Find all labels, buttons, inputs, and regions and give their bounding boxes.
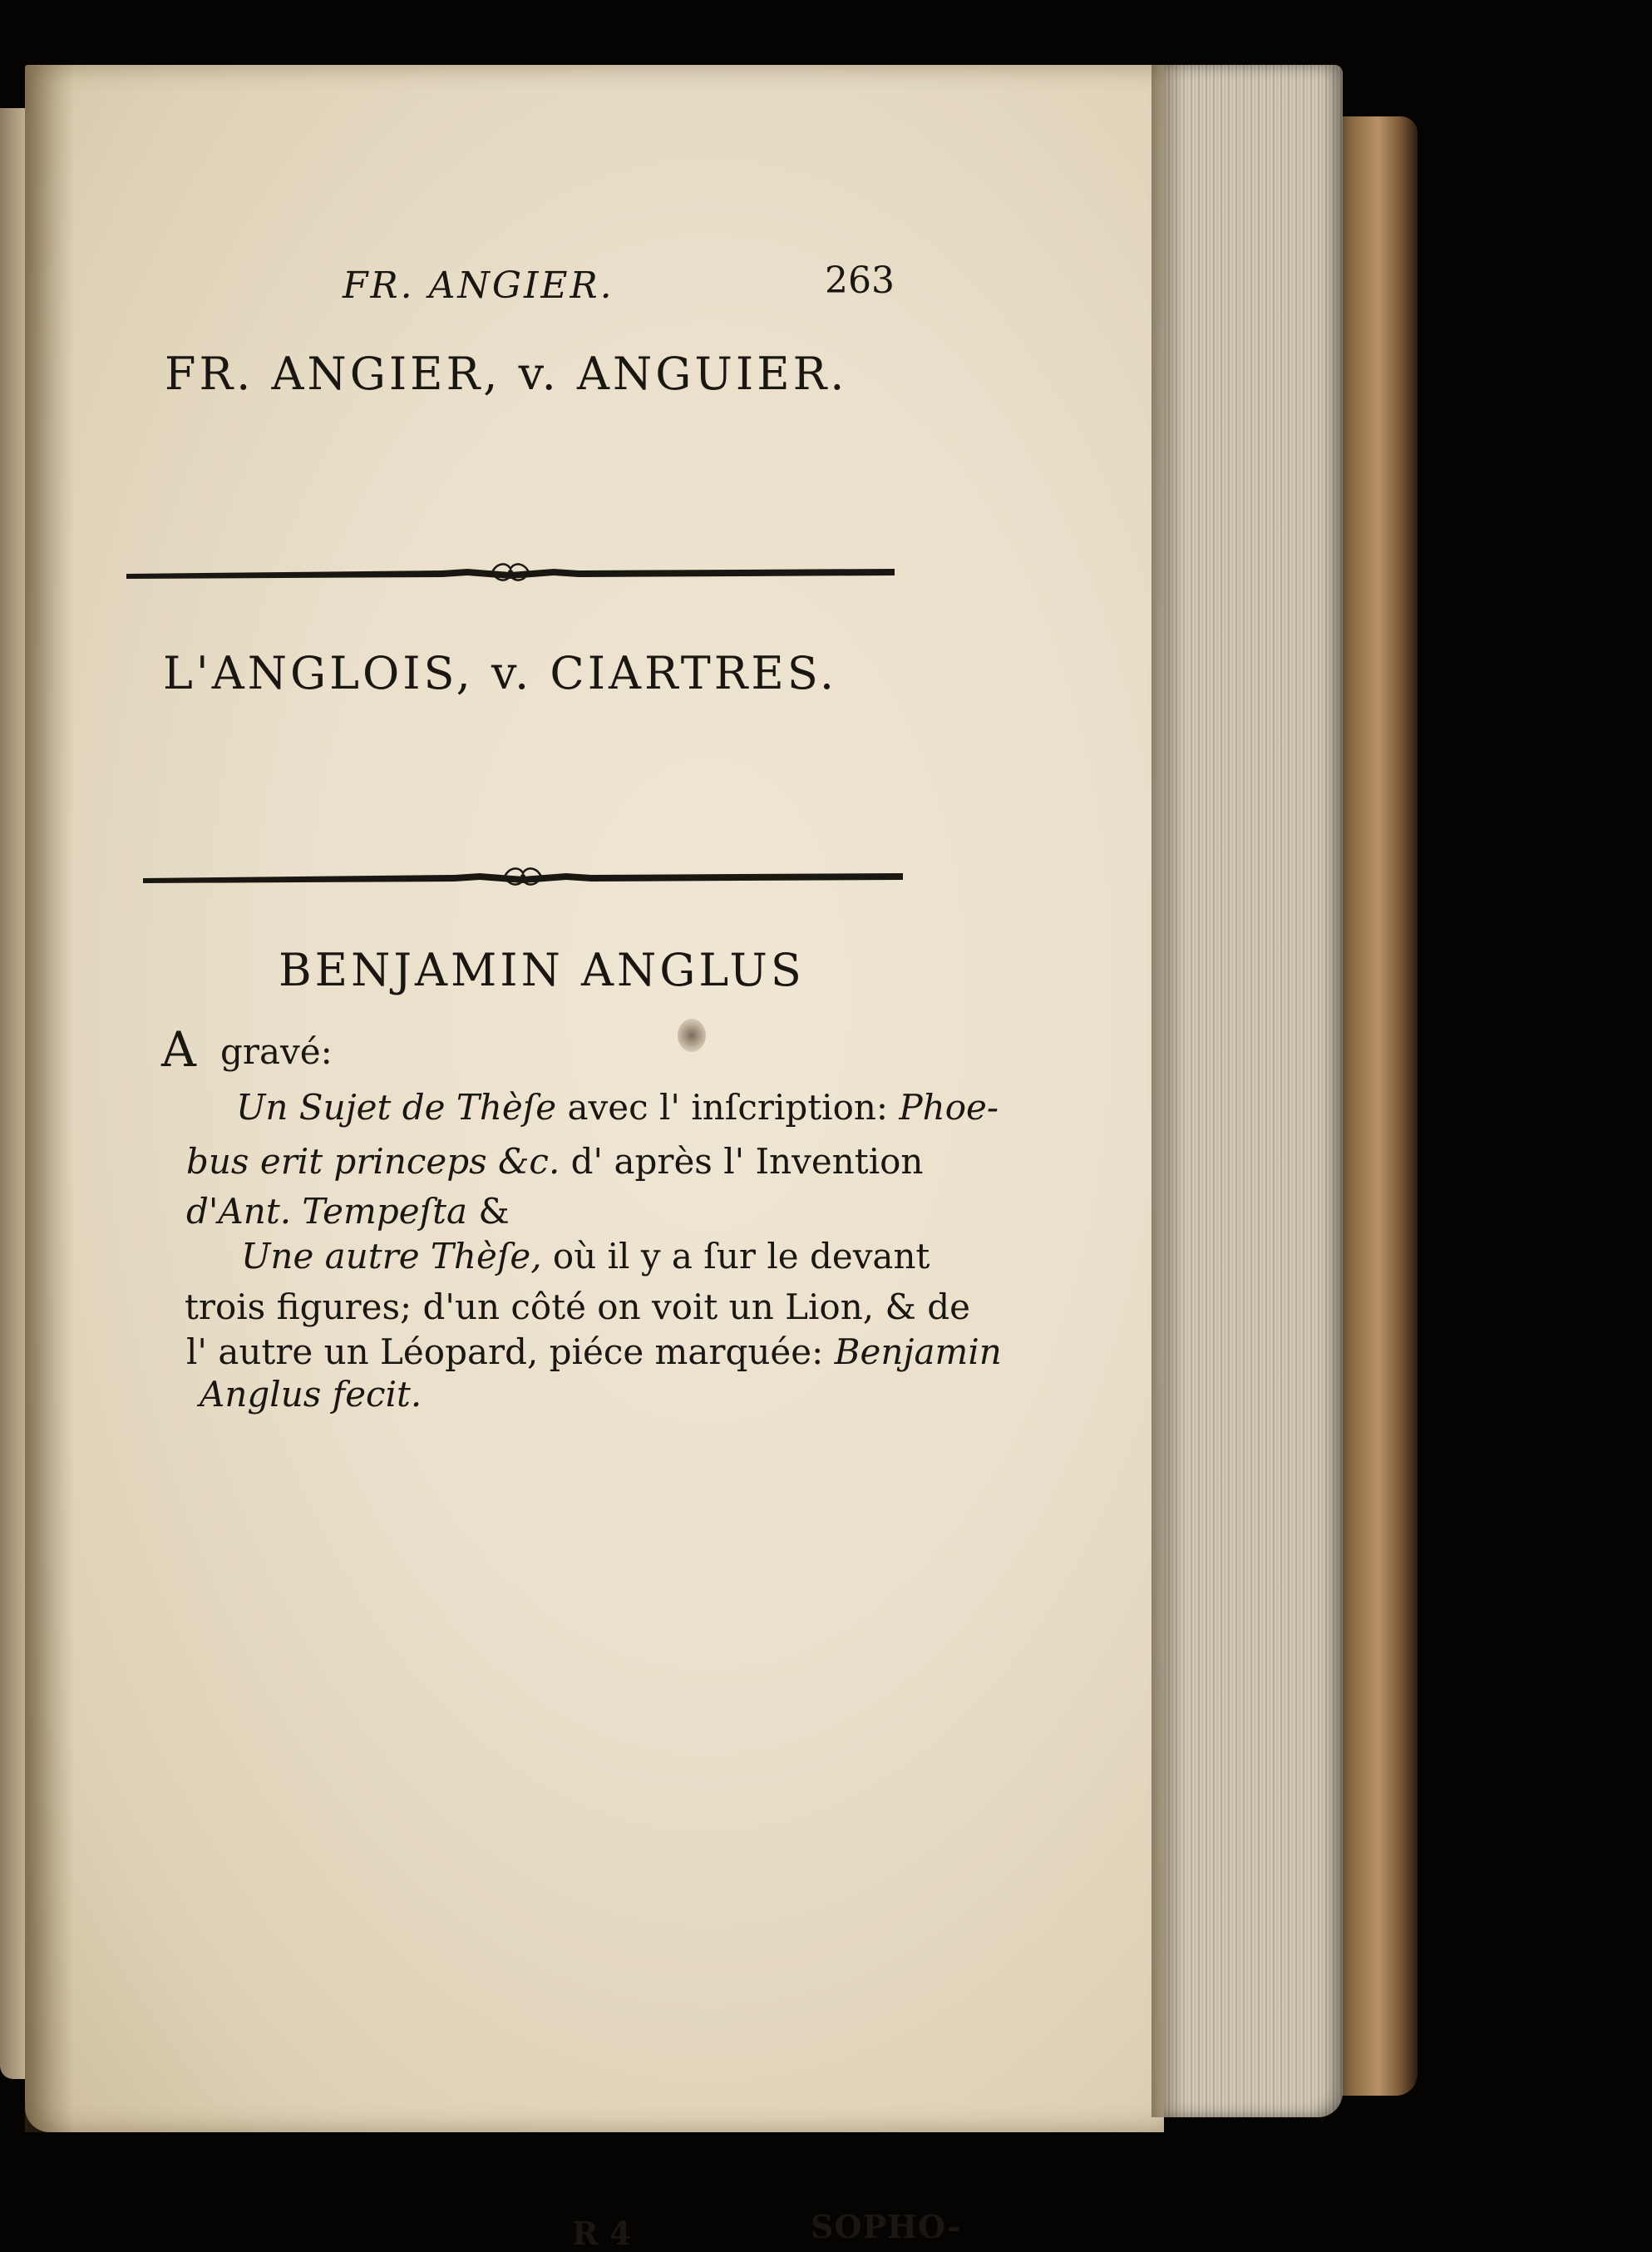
- body-line: gravé:: [220, 1031, 333, 1072]
- body-line: trois figures; d'un côté on voit un Lion, & de: [185, 1287, 970, 1327]
- italic-text: Phoe-: [899, 1087, 999, 1128]
- italic-text: Benjamin: [834, 1331, 1002, 1372]
- page-number: 263: [825, 259, 895, 302]
- italic-text: Un Sujet de Thèſe: [236, 1087, 557, 1128]
- italic-text: bus erit princeps &c.: [186, 1141, 560, 1182]
- book-cover-edge: [1330, 116, 1418, 2096]
- plain-text: où il y a ſur le devant: [541, 1236, 930, 1277]
- plain-text: avec l' inſcription:: [556, 1087, 900, 1128]
- italic-text: d'Ant. Tempeſta: [186, 1191, 468, 1232]
- running-title: FR. ANGIER.: [343, 264, 614, 307]
- entry-heading-angier: FR. ANGIER, v. ANGUIER.: [165, 348, 848, 400]
- body-line: [186, 1141, 923, 1182]
- gutter-shadow: [25, 65, 75, 2132]
- plain-text: &: [467, 1191, 510, 1232]
- plain-text: d' après l' Invention: [560, 1141, 924, 1182]
- body-line: [236, 1087, 999, 1128]
- catchword: SOPHO-: [811, 2208, 962, 2245]
- italic-text: Une autre Thèſe,: [241, 1236, 542, 1277]
- plain-text: l' autre un Léopard, piéce marquée:: [186, 1331, 835, 1372]
- entry-heading-anglus: BENJAMIN ANGLUS: [279, 944, 805, 996]
- ornamental-rule: [143, 863, 903, 890]
- fore-edge-shadow: [1151, 65, 1185, 2117]
- ink-stain: [678, 1019, 706, 1052]
- body-line: [186, 1191, 510, 1232]
- body-line: Anglus fecit.: [200, 1374, 422, 1415]
- signature-mark: R 4: [572, 2215, 632, 2252]
- body-line: [241, 1236, 930, 1277]
- ornamental-rule: [126, 559, 895, 585]
- body-line: [186, 1331, 1002, 1372]
- initial-letter: A: [161, 1021, 196, 1078]
- entry-heading-anglois: L'ANGLOIS, v. CIARTRES.: [163, 647, 838, 699]
